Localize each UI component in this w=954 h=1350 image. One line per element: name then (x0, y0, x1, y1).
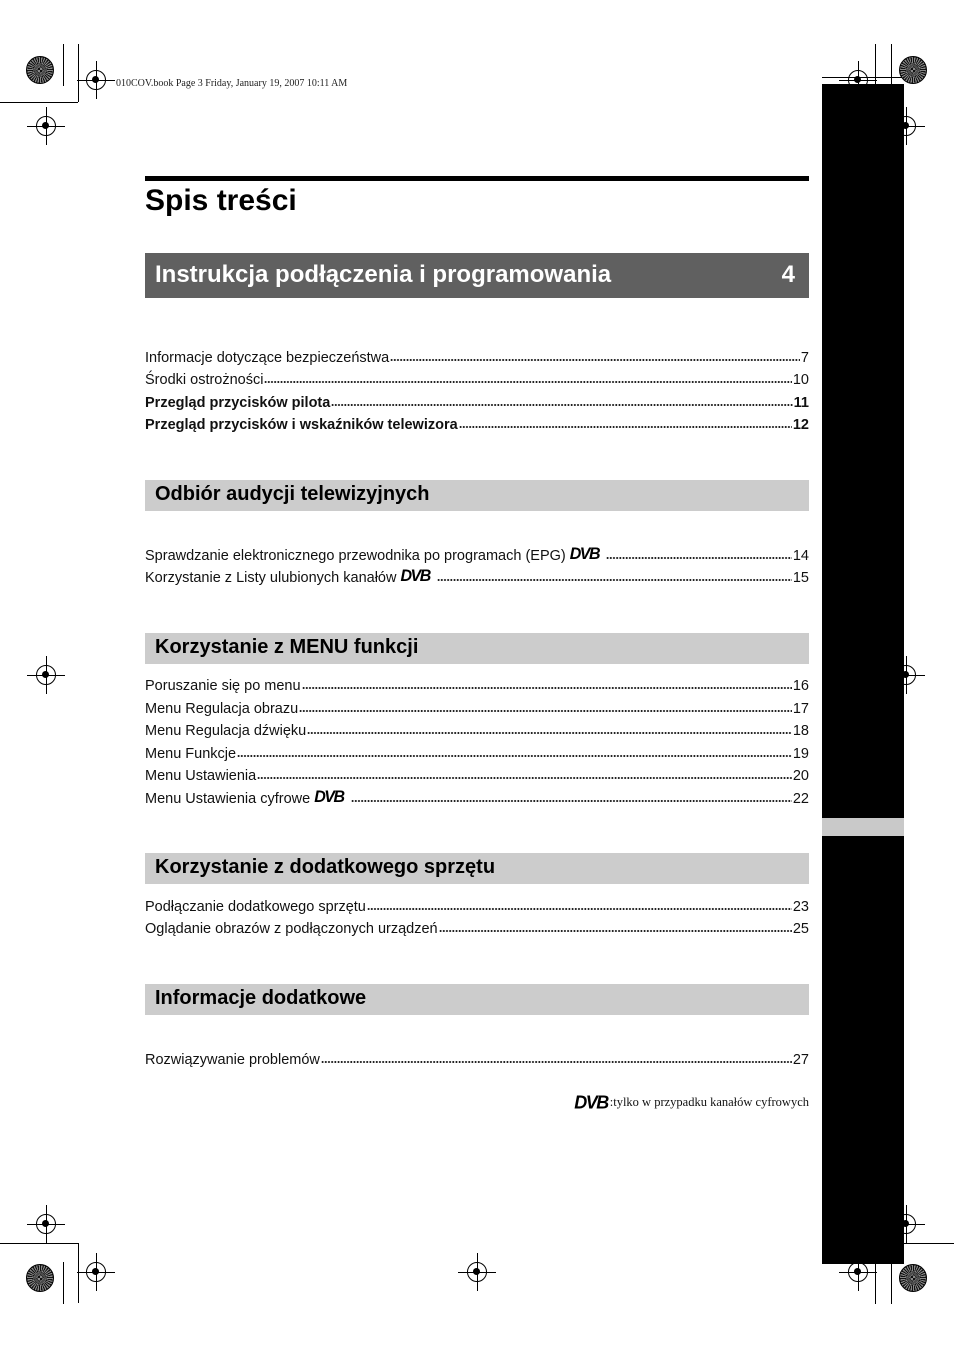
dot-leader (299, 709, 792, 713)
toc-entry-page: 12 (792, 417, 809, 433)
toc-entry-page: 20 (792, 768, 809, 784)
black-edge-tab (822, 84, 904, 1264)
registration-mark-icon (848, 70, 868, 90)
toc-entry[interactable] (145, 413, 809, 433)
toc-entry-label: Środki ostrożności (145, 372, 264, 388)
toc-entry[interactable] (145, 787, 809, 807)
toc-entry-label: Menu Regulacja dźwięku (145, 723, 307, 739)
section-title: Informacje dodatkowe (155, 987, 367, 1009)
dvb-logo-icon: DVB (574, 1091, 608, 1113)
crop-mark (0, 1243, 78, 1244)
crop-mark (63, 44, 64, 86)
toc-entry[interactable] (145, 674, 809, 694)
dvb-logo-icon: DVB (569, 545, 600, 564)
section-heading-menu (145, 633, 809, 664)
page-title: Spis treści (145, 184, 297, 217)
toc-entry-label: Poruszanie się po menu (145, 678, 301, 694)
registration-mark-icon (896, 665, 916, 685)
grey-tab-marker (822, 818, 904, 836)
crop-mark (875, 1264, 876, 1304)
toc-entry[interactable] (145, 742, 809, 762)
dot-leader (331, 403, 792, 407)
printer-info-line: 010COV.book Page 3 Friday, January 19, 2007 10:11 AM (116, 78, 348, 89)
dot-leader (264, 380, 791, 384)
section-page-number: 4 (781, 261, 795, 288)
section-title: Korzystanie z dodatkowego sprzętu (155, 856, 496, 878)
registration-mark-icon (896, 116, 916, 136)
toc-entry-page: 23 (792, 899, 809, 915)
crop-mark (891, 44, 892, 84)
section-heading-extra-equipment (145, 853, 809, 884)
registration-mark-icon (86, 1262, 106, 1282)
toc-entry-page: 22 (792, 791, 809, 807)
toc-entry-label: Menu Funkcje (145, 746, 237, 762)
section-heading-additional-info (145, 984, 809, 1015)
toc-entry[interactable] (145, 391, 809, 411)
toc-entry-label: Informacje dotyczące bezpieczeństwa (145, 350, 390, 366)
section-title: Odbiór audycji telewizyjnych (155, 483, 430, 505)
section-title: Instrukcja podłączenia i programowania (155, 261, 612, 288)
toc-entry[interactable] (145, 368, 809, 388)
toc-entry[interactable] (145, 895, 809, 915)
crop-mark (78, 44, 79, 102)
footnote-text: :tylko w przypadku kanałów cyfrowych (609, 1095, 809, 1109)
dot-leader (237, 754, 792, 758)
toc-entry-page: 14 (792, 548, 809, 564)
crop-mark (78, 1243, 79, 1303)
toc-entry-page: 7 (800, 350, 809, 366)
registration-mark-icon (848, 1262, 868, 1282)
title-rule (145, 176, 809, 181)
dot-leader (321, 1060, 792, 1064)
toc-entry-page: 27 (792, 1052, 809, 1068)
toc-entry-page: 17 (792, 701, 809, 717)
toc-entry[interactable] (145, 566, 809, 586)
toc-entry-label: Podłączanie dodatkowego sprzętu (145, 899, 366, 915)
toc-entry-page: 25 (792, 921, 809, 937)
toc-entry-label: Oglądanie obrazów z podłączonych urządzeń (145, 921, 438, 937)
registration-mark-icon (86, 70, 106, 90)
dot-leader (606, 556, 792, 560)
dot-leader (367, 907, 792, 911)
toc-entry[interactable] (145, 719, 809, 739)
registration-mark-icon (36, 116, 56, 136)
toc-entry-page: 16 (792, 678, 809, 694)
crop-mark (876, 1243, 954, 1244)
toc-entry-label: Menu Ustawienia cyfrowe (145, 791, 311, 807)
toc-entry[interactable] (145, 544, 809, 564)
toc-entry-label: Menu Ustawienia (145, 768, 257, 784)
toc-entry[interactable] (145, 1048, 809, 1068)
dot-leader (437, 578, 792, 582)
dot-leader (302, 686, 792, 690)
registration-mark-icon (36, 1214, 56, 1234)
crop-mark (875, 44, 876, 84)
section-heading-tv-reception (145, 480, 809, 511)
toc-entry-label: Rozwiązywanie problemów (145, 1052, 320, 1068)
toc-entry[interactable] (145, 764, 809, 784)
crop-mark (891, 1264, 892, 1304)
toc-entry-label: Menu Regulacja obrazu (145, 701, 299, 717)
dvb-footnote (574, 1092, 809, 1113)
dot-leader (390, 358, 800, 362)
toc-entry-label: Korzystanie z Listy ulubionych kanałów (145, 570, 397, 586)
color-star-target-icon (899, 1264, 927, 1292)
toc-entry-label: Przegląd przycisków pilota (145, 395, 331, 411)
dvb-logo-icon: DVB (314, 788, 344, 807)
dvb-logo-icon: DVB (400, 567, 430, 586)
color-star-target-icon (26, 56, 54, 84)
crop-mark (63, 1262, 64, 1304)
toc-entry[interactable] (145, 697, 809, 717)
toc-entry[interactable] (145, 917, 809, 937)
toc-entry[interactable] (145, 346, 809, 366)
section-heading-setup (145, 253, 809, 298)
section-title: Korzystanie z MENU funkcji (155, 636, 419, 658)
toc-entry-page: 18 (792, 723, 809, 739)
toc-entry-page: 15 (792, 570, 809, 586)
toc-entry-page: 10 (792, 372, 809, 388)
dot-leader (351, 799, 792, 803)
toc-entry-page: 19 (792, 746, 809, 762)
crop-mark (0, 102, 78, 103)
toc-entry-page: 11 (793, 395, 809, 411)
color-star-target-icon (26, 1264, 54, 1292)
dot-leader (257, 776, 792, 780)
toc-entry-label: Przegląd przycisków i wskaźników telewizora (145, 417, 458, 433)
registration-mark-icon (467, 1262, 487, 1282)
color-star-target-icon (899, 56, 927, 84)
dot-leader (307, 731, 792, 735)
registration-mark-icon (896, 1214, 916, 1234)
registration-mark-icon (36, 665, 56, 685)
dot-leader (459, 425, 792, 429)
toc-entry-label: Sprawdzanie elektronicznego przewodnika po programach (EPG) (145, 548, 566, 564)
dot-leader (439, 929, 792, 933)
